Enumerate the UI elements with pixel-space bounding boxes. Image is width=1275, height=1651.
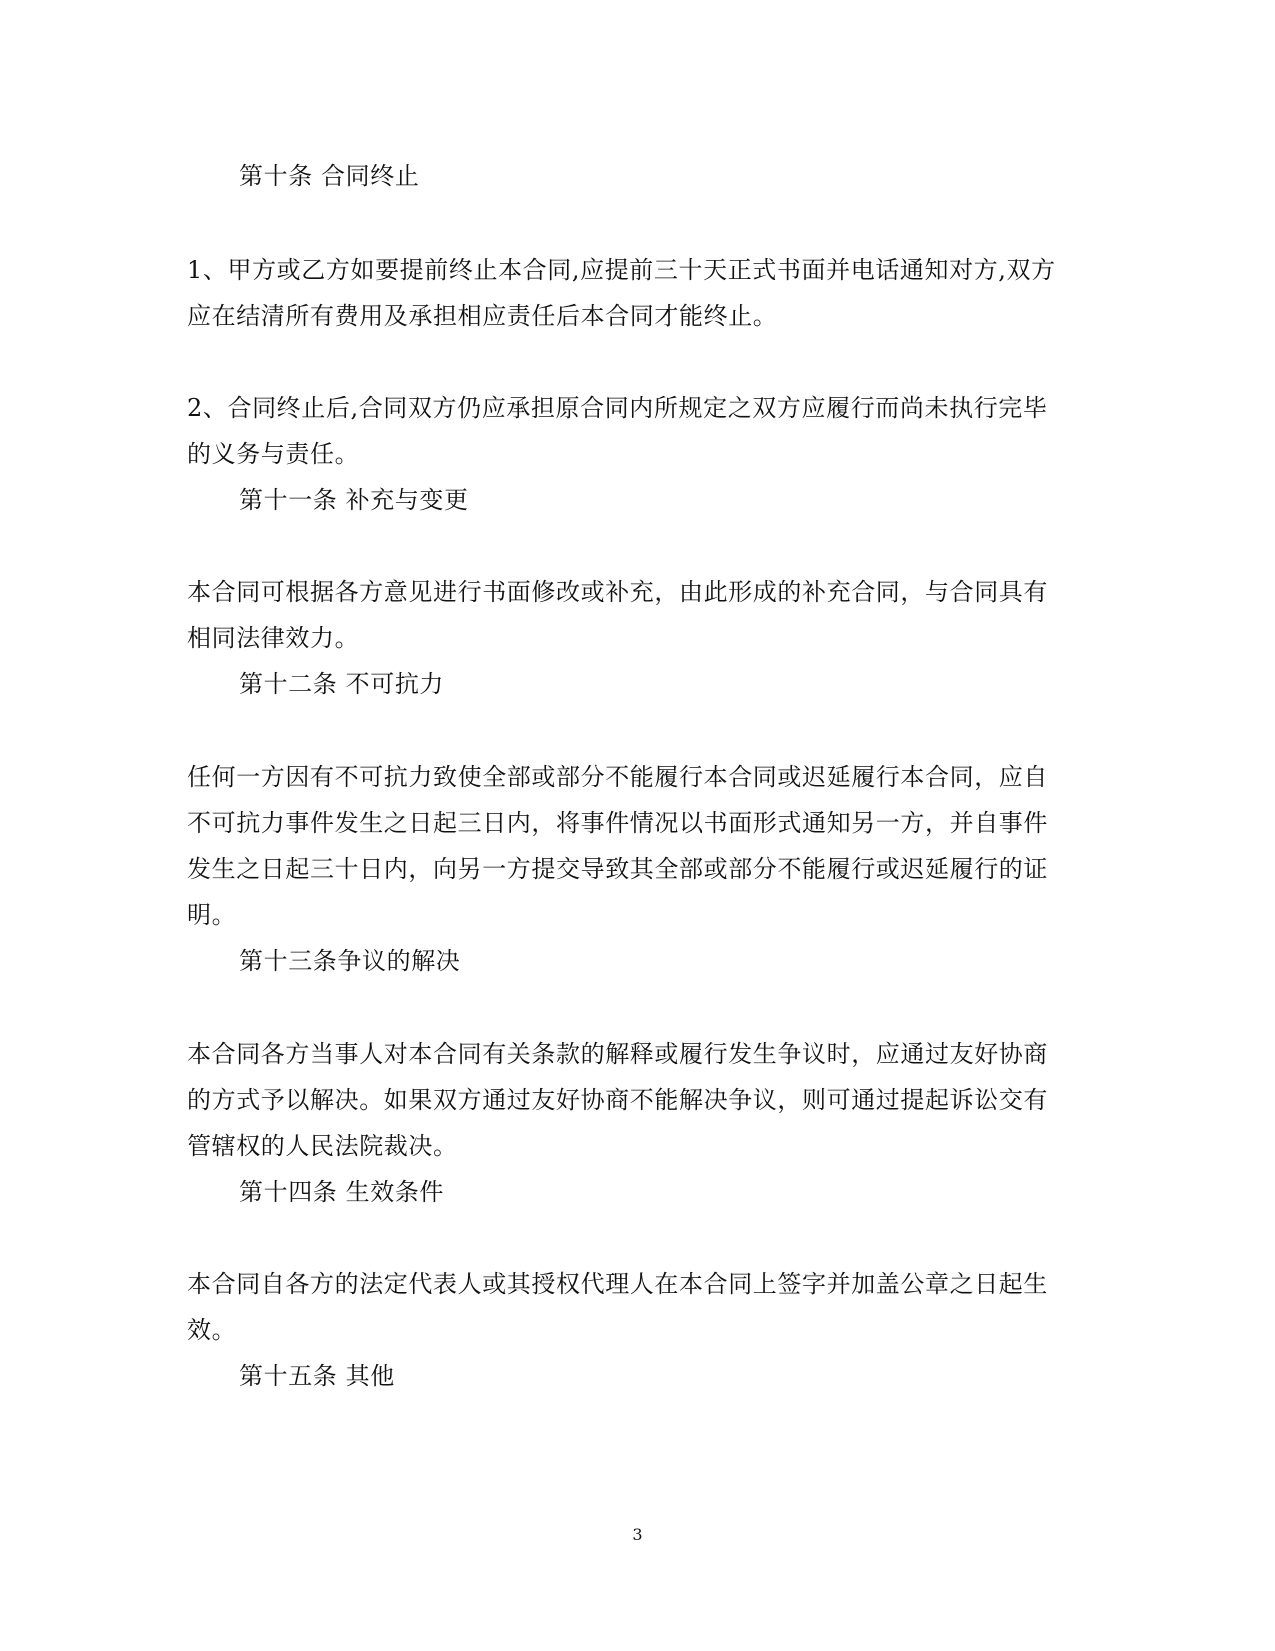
article-14-line-2: 效。 — [187, 1316, 237, 1344]
article-10-clause-2-line-2: 的义务与责任。 — [187, 440, 360, 468]
article-10-heading: 第十条 合同终止 — [239, 162, 420, 190]
article-12-line-3: 发生之日起三十日内，向另一方提交导致其全部或部分不能履行或迟延履行的证 — [187, 855, 1048, 883]
article-12-line-4: 明。 — [187, 901, 237, 929]
article-11-line-1: 本合同可根据各方意见进行书面修改或补充，由此形成的补充合同，与合同具有 — [187, 578, 1048, 606]
article-11-line-2: 相同法律效力。 — [187, 624, 360, 652]
article-12-heading: 第十二条 不可抗力 — [239, 670, 445, 698]
article-12-line-1: 任何一方因有不可抗力致使全部或部分不能履行本合同或迟延履行本合同，应自 — [187, 763, 1048, 791]
article-12-line-2: 不可抗力事件发生之日起三日内，将事件情况以书面形式通知另一方，并自事件 — [187, 809, 1048, 837]
page-number: 3 — [632, 1525, 643, 1544]
article-13-line-1: 本合同各方当事人对本合同有关条款的解释或履行发生争议时，应通过友好协商 — [187, 1040, 1048, 1068]
article-10-clause-1-line-2: 应在结清所有费用及承担相应责任后本合同才能终止。 — [187, 302, 778, 330]
article-10-clause-2-line-1: 2、合同终止后,合同双方仍应承担原合同内所规定之双方应履行而尚未执行完毕 — [187, 394, 1048, 422]
article-10-clause-1-line-1: 1、甲方或乙方如要提前终止本合同,应提前三十天正式书面并电话通知对方,双方 — [187, 256, 1056, 284]
article-14-line-1: 本合同自各方的法定代表人或其授权代理人在本合同上签字并加盖公章之日起生 — [187, 1270, 1048, 1298]
article-13-heading: 第十三条争议的解决 — [239, 947, 461, 975]
article-11-heading: 第十一条 补充与变更 — [239, 486, 469, 514]
article-14-heading: 第十四条 生效条件 — [239, 1178, 445, 1206]
article-15-heading: 第十五条 其他 — [239, 1362, 395, 1390]
article-13-line-2: 的方式予以解决。如果双方通过友好协商不能解决争议，则可通过提起诉讼交有 — [187, 1086, 1048, 1114]
article-13-line-3: 管辖权的人民法院裁决。 — [187, 1132, 458, 1160]
